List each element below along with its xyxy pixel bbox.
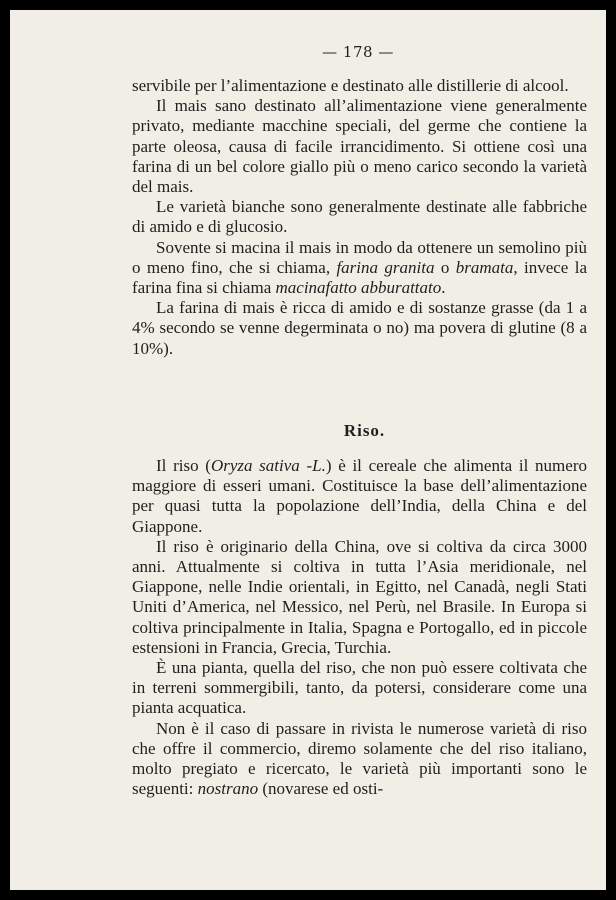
text-run: .: [441, 278, 446, 298]
paragraph-varieta-riso: [132, 719, 587, 800]
text-run: , invece la farina fina si chiama: [132, 257, 587, 298]
text-run: (novarese ed osti-: [258, 779, 384, 799]
text-run: Il riso (: [156, 456, 211, 476]
text-run: Non è il caso di passare in rivista le numerose varietà di riso che offre il commercio, diremo solamente che del riso italiano, molto pregiato e ricercato, le varietà più importanti sono le seguenti:: [132, 718, 587, 799]
paragraph-farina-di-mais: La farina di mais è ricca di amido e di sostanze grasse (da 1 a 4% secondo se venne degerminata o no) ma povera di glutine (8 a 10%).: [132, 298, 587, 358]
text-run: ) è il cereale che alimenta il numero maggiore di esseri umani. Costituisce la base dell’alimentazione per quasi tutta la popolazione dell’India, della China e del Giappone.: [132, 456, 587, 536]
paragraph-riso-origine: Il riso è originario della China, ove si coltiva da circa 3000 anni. Attualmente si coltiva in tutta l’Asia meridionale, nel Giappone, nelle Indie orientali, in Egitto, nel Canadà, negli Stati Uniti d’America, nel Messico, nel Perù, nel Brasile. In Europa si coltiva principalmente in Italia, Spagna e Portogallo, ed in piccole estensioni in Francia, Grecia, Turchia.: [132, 536, 587, 657]
section-heading-riso: Riso.: [343, 420, 386, 440]
text-run: Sovente si macina il mais in modo da ottenere un semolino più o meno fino, che si chiama,: [132, 237, 587, 277]
paragraph-continued: servibile per l’alimentazione e destinato alle distillerie di alcool.: [132, 76, 569, 95]
book-page: [10, 10, 606, 890]
italic-term-nostrano: nostrano: [197, 779, 259, 799]
paragraph-riso-intro: [132, 456, 587, 537]
paragraph-pianta-acquatica: È una pianta, quella del riso, che non può essere coltivata che in terreni sommergibili, tanto, da potersi, considerare come una pianta acquatica.: [132, 658, 587, 718]
page-number: — 178 —: [322, 43, 394, 61]
italic-term-oryza-sativa: Oryza sativa -L.: [210, 456, 326, 476]
italic-term-bramata: bramata: [455, 257, 514, 277]
italic-term-macinafatto: macinafatto abburattato: [275, 278, 442, 298]
paragraph-varieta-bianche: Le varietà bianche sono generalmente destinate alle fabbriche di amido e di glucosio.: [132, 197, 587, 237]
paragraph-macinazione: [132, 238, 587, 299]
body-text: [132, 76, 587, 800]
paragraph-mais-sano: Il mais sano destinato all’alimentazione viene generalmente privato, mediante macchine speciali, del germe che contiene la parte oleosa, causa di facile irrancidimento. Si ottiene così una farina di un bel colore giallo più o meno carico secondo la varietà del mais.: [132, 96, 587, 197]
italic-term-farina-granita: farina granita: [336, 257, 435, 277]
text-run: o: [434, 257, 456, 277]
